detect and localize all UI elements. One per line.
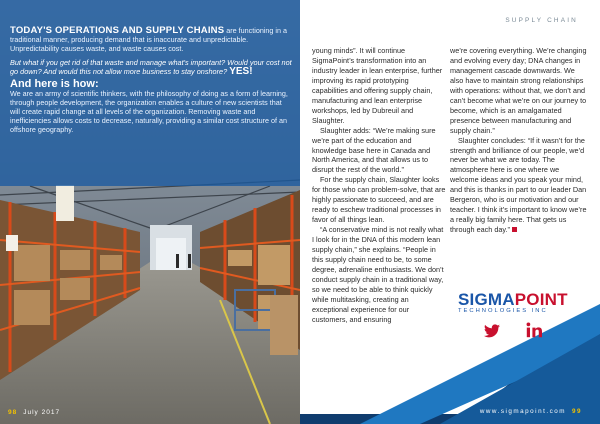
paragraph: young minds”. It will continue SigmaPoint’s transformation into an industry leader in lean enterprise, further improving its rapid prototyping capabilities and offering supply chain, manufacturing and lean enterprise workshops, led by Dubreuil and Slaughter. — [312, 46, 443, 125]
article-column-2 — [450, 46, 588, 235]
left-page-number: 98 — [8, 409, 18, 416]
linkedin-icon[interactable] — [526, 322, 542, 338]
issue-date: July 2017 — [23, 409, 61, 416]
paragraph: Slaughter adds: “We’re making sure we’re part of the education and knowledge base here in Canada and North America, and that allows us to disrupt the rest of the world.” — [312, 125, 436, 175]
article-column-1 — [312, 46, 446, 325]
overlay-text-block — [10, 26, 292, 134]
overlay-answer: YES! — [229, 66, 253, 78]
logo-part-1: SIGMA — [458, 290, 515, 309]
logo-part-2: POINT — [514, 290, 568, 309]
section-label: SUPPLY CHAIN — [505, 17, 578, 24]
right-page — [300, 0, 600, 424]
end-mark-icon — [512, 227, 517, 232]
twitter-icon[interactable] — [484, 324, 500, 338]
overlay-subheading: And here is how: — [10, 77, 99, 90]
overlay-intro: are functioning in a traditional manner, producing demand that is inaccurate and unpredictable. Unpredictability causes waste, and waste causes cost. — [10, 26, 288, 53]
paragraph: “A conservative mind is not really what I look for in the DNA of this modern lean supply chain,” she explains. “People in this supply chain need to be, to some degree, adrenaline enthusiasts. We don’t conduct supply chain in a traditional way, so we need to be able to think quickly while multitasking, creating an exceptional experience for our customers, and ensuring — [312, 225, 444, 324]
left-footer — [8, 409, 60, 416]
overlay-heading: TODAY'S OPERATIONS AND SUPPLY CHAINS — [10, 25, 225, 36]
right-page-number: 99 — [571, 408, 582, 415]
paragraph: we’re covering everything. We’re changing and evolving every day; DNA changes in management cascade downwards. We also have to maintain strong relationships with operations: without that, we don’t and can’t become what we’re on our journey to become, which is an amalgamated presence between manufacturing and supply chain.” — [450, 46, 587, 135]
paragraph-final — [450, 136, 588, 236]
sigmapoint-logo — [458, 290, 574, 314]
website-link[interactable]: www.sigmapoint.com — [479, 408, 566, 415]
overlay-body: We are an army of scientific thinkers, with the philosophy of doing as a form of learning, through people development, the organization enables a culture of new scientists that will create rapid change at all levels of the organization. Removing waste and inefficiencies allows costs to decrease, naturally, providing a similar cost structure of an offshore geography. — [10, 88, 288, 134]
final-paragraph-text: Slaughter concludes: “If it wasn’t for the strength and brilliance of our people, we’d never be what we are today. The atmosphere here is one where we welcome ideas and you speak your mind, and this is thanks in part to our leader Dan Bergeron, who is our motivation and our teacher. I think it’s important to know we’re a really big family here. That gets us through each day.” — [450, 135, 587, 235]
overlay-question: But what if you get rid of that waste and manage what's important? Would your cost not go down? And would this not allow more business to stay onshore? — [10, 58, 292, 77]
logo-subtitle: TECHNOLOGIES INC — [458, 308, 548, 314]
overlay-intro-paragraph — [10, 26, 292, 53]
overlay-question-paragraph — [10, 58, 292, 77]
logo-wordmark — [458, 290, 574, 310]
paragraph: For the supply chain, Slaughter looks for those who can problem-solve, that are highly passionate to succeed, and are ready to eschew traditional processes in favor of all things lean. — [312, 175, 446, 225]
right-footer — [480, 408, 582, 415]
